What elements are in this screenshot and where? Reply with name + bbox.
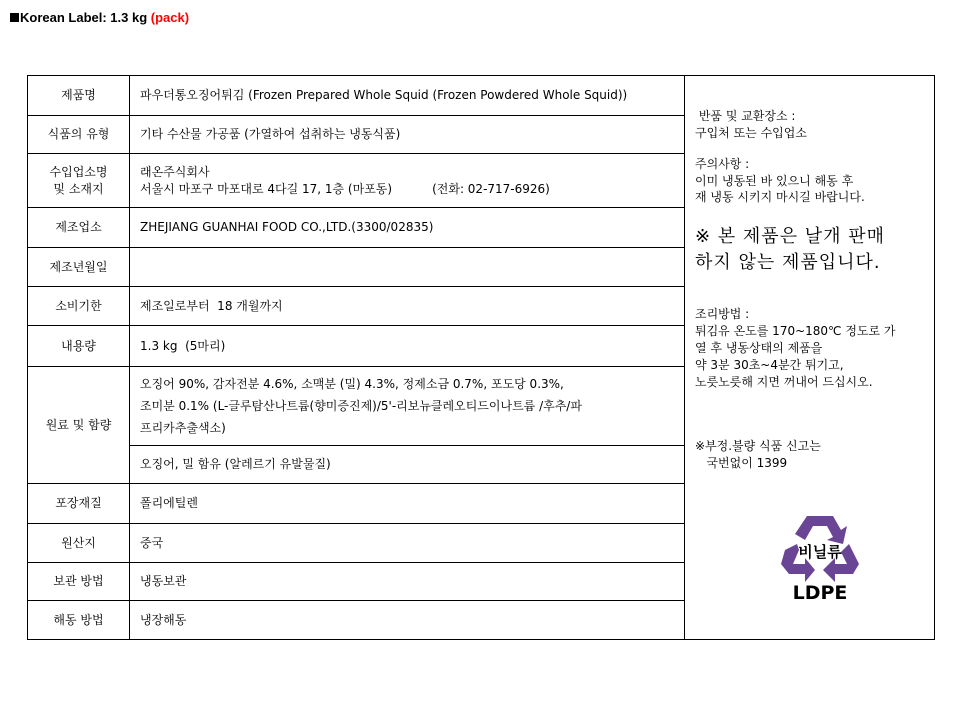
caution-line-1: 이미 냉동된 바 있으니 해동 후 [695, 173, 854, 188]
importer-name: 래온주식회사 [140, 164, 210, 179]
ingredients-line-3: 프리카추출색소) [140, 421, 226, 436]
food-type-key: 식품의 유형 [28, 116, 130, 154]
product-name-key: 제품명 [28, 76, 130, 116]
content-key: 내용량 [28, 326, 130, 367]
not-for-individual-sale-notice [695, 224, 924, 276]
content-value: 1.3 kg (5마리) [130, 326, 685, 367]
packaging-key: 포장재질 [28, 484, 130, 524]
importer-key-line-2: 및 소재지 [53, 181, 104, 196]
label-table [27, 75, 935, 640]
notice-line-1: ※ 본 제품은 날개 판매 [695, 226, 886, 248]
origin-key: 원산지 [28, 524, 130, 563]
allergen-value: 오징어, 밀 함유 (알레르기 유발물질) [130, 446, 685, 484]
report-line-1: ※부정.불량 식품 신고는 [695, 439, 821, 454]
cooking-line-3: 약 3분 30초~4분간 튀기고, [695, 357, 844, 372]
importer-key-line-1: 수입업소명 [49, 164, 108, 179]
black-square-icon [10, 13, 19, 22]
recycle-ldpe-icon [777, 510, 863, 602]
cooking-line-2: 열 후 냉동상태의 제품을 [695, 340, 823, 355]
product-name-value: 파우더통오징어튀김 (Frozen Prepared Whole Squid (Frozen Powdered Whole Squid)) [130, 76, 685, 116]
importer-value [130, 154, 685, 208]
production-date-value [130, 248, 685, 287]
report-line-2: 국번없이 1399 [695, 456, 788, 471]
storage-key: 보관 방법 [28, 563, 130, 601]
expiry-key: 소비기한 [28, 287, 130, 326]
ingredients-line-2: 조미분 0.1% (L-글루탐산나트륨(향미증진제)/5'-리보뉴클레오티드이나트륨 /후추/파 [140, 398, 582, 413]
cooking-title: 조리방법 : [695, 307, 750, 322]
caution-line-2: 재 냉동 시키지 마시길 바랍니다. [695, 190, 865, 205]
title-pack-tag: (pack) [150, 10, 190, 25]
table-row [28, 76, 935, 116]
importer-phone: (전화: 02-717-6926) [432, 181, 550, 196]
cooking-line-1: 튀김유 온도를 170~180℃ 정도로 가 [695, 324, 896, 339]
returns-value: 구입처 또는 수입업소 [695, 126, 807, 141]
importer-key [28, 154, 130, 208]
caution-title: 주의사항 : [695, 156, 750, 171]
cooking-line-4: 노릇노릇해 지면 꺼내어 드십시오. [695, 374, 873, 389]
food-type-value: 기타 수산물 가공품 (가열하여 섭취하는 냉동식품) [130, 116, 685, 154]
notice-line-2: 하지 않는 제품입니다. [695, 252, 881, 274]
importer-address: 서울시 마포구 마포대로 4다길 17, 1층 (마포동) [140, 181, 393, 196]
thawing-value: 냉장해동 [130, 601, 685, 640]
recycle-code: LDPE [792, 581, 848, 602]
recycle-label: 비닐류 [798, 542, 842, 561]
ingredients-line-1: 오징어 90%, 감자전분 4.6%, 소맥분 (밀) 4.3%, 정제소금 0.7%, 포도당 0.3%, [140, 376, 564, 391]
packaging-value: 폴리에틸렌 [130, 484, 685, 524]
title-text: Korean Label: 1.3 kg [20, 10, 148, 25]
ingredients-key: 원료 및 함량 [28, 367, 130, 484]
thawing-key: 해동 방법 [28, 601, 130, 640]
page-title [10, 10, 189, 25]
expiry-value: 제조일로부터 18 개월까지 [130, 287, 685, 326]
manufacturer-key: 제조업소 [28, 208, 130, 248]
production-date-key: 제조년월일 [28, 248, 130, 287]
storage-value: 냉동보관 [130, 563, 685, 601]
returns-title: 반품 및 교환장소 : [695, 109, 796, 124]
manufacturer-value: ZHEJIANG GUANHAI FOOD CO.,LTD.(3300/02835) [130, 208, 685, 248]
side-panel [685, 76, 935, 640]
origin-value: 중국 [130, 524, 685, 563]
ingredients-value [130, 367, 685, 446]
